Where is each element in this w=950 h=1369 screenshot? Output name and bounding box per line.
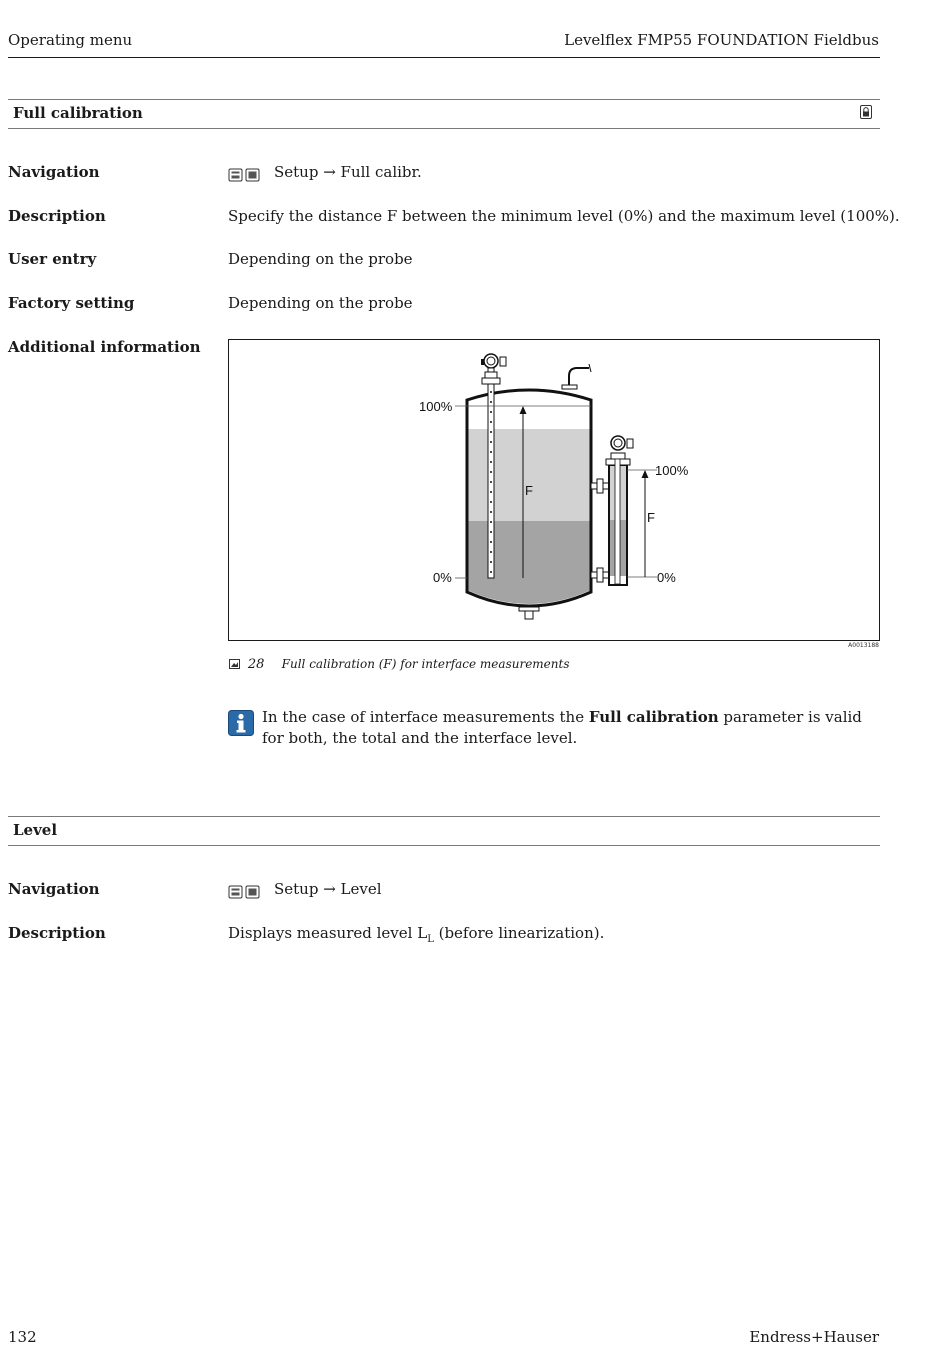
probe-segment-dot xyxy=(490,501,492,503)
footer-brand: Endress+Hauser xyxy=(749,1328,879,1346)
factory-setting-label: Factory setting xyxy=(8,294,135,312)
bypass-probe xyxy=(615,459,620,584)
info-icon xyxy=(228,710,254,736)
lock-icon xyxy=(860,105,872,119)
bypass-transmitter xyxy=(611,436,625,450)
description-label: Description xyxy=(8,207,106,225)
probe-segment-dot xyxy=(490,391,492,393)
description-text: Specify the distance F between the minimum level (0%) and the maximum level (100%). xyxy=(228,207,900,225)
figure-id: A0013188 xyxy=(848,642,879,649)
user-entry-value: Depending on the probe xyxy=(228,250,413,268)
menu-keys-icon xyxy=(228,165,260,183)
probe-segment-dot xyxy=(490,431,492,433)
navigation-label: Navigation xyxy=(8,163,100,181)
navigation-path-text: Setup → Level xyxy=(274,880,382,898)
menu-keys-icon xyxy=(228,882,260,900)
probe-segment-dot xyxy=(490,561,492,563)
probe-segment-dot xyxy=(490,401,492,403)
bypass-0-label: 0% xyxy=(657,570,676,585)
description-text-end: (before linearization). xyxy=(433,924,605,942)
figure-caption xyxy=(229,657,569,672)
description-text xyxy=(228,924,604,945)
header-rule xyxy=(8,57,880,58)
info-note-text-end: parameter is valid for both, the total and the interface level. xyxy=(262,708,862,747)
additional-info-label: Additional information xyxy=(8,338,201,356)
tank-F-label: F xyxy=(525,483,533,498)
probe-segment-dot xyxy=(490,531,492,533)
info-note-text: In the case of interface measurements the xyxy=(262,708,589,726)
tank-transmitter xyxy=(484,354,498,368)
upper-medium-layer xyxy=(467,429,591,521)
navigation-path-text: Setup → Full calibr. xyxy=(274,163,422,181)
lower-medium-layer xyxy=(467,521,591,578)
factory-setting-value: Depending on the probe xyxy=(228,294,413,312)
probe-segment-dot xyxy=(490,461,492,463)
page-number: 132 xyxy=(8,1328,37,1346)
navigation-label: Navigation xyxy=(8,880,100,898)
probe-segment-dot xyxy=(490,511,492,513)
bypass-100-label: 100% xyxy=(655,463,689,478)
section-title: Full calibration xyxy=(13,104,143,122)
user-entry-label: User entry xyxy=(8,250,97,268)
figure-icon xyxy=(229,659,240,669)
probe-segment-dot xyxy=(490,451,492,453)
probe-segment-dot xyxy=(490,491,492,493)
calibration-figure xyxy=(228,339,880,641)
running-header-right: Levelflex FMP55 FOUNDATION Fieldbus xyxy=(564,31,879,49)
probe-segment-dot xyxy=(490,481,492,483)
section-header-full-calibration xyxy=(8,99,880,129)
probe-segment-dot xyxy=(490,411,492,413)
section-title: Level xyxy=(13,821,58,839)
probe-segment-dot xyxy=(490,441,492,443)
section-header-level xyxy=(8,816,880,846)
probe-segment-dot xyxy=(490,541,492,543)
probe-segment-dot xyxy=(490,521,492,523)
info-note xyxy=(262,707,862,749)
probe-segment-dot xyxy=(490,551,492,553)
navigation-path xyxy=(228,880,382,900)
probe-segment-dot xyxy=(490,471,492,473)
tank-0-label: 0% xyxy=(433,570,452,585)
description-text-start: Displays measured level L xyxy=(228,924,428,942)
figure-caption-text: Full calibration (F) for interface measurements xyxy=(281,657,570,671)
probe-segment-dot xyxy=(490,571,492,573)
figure-number: 28 xyxy=(247,657,265,672)
tank-100-label: 100% xyxy=(419,399,453,414)
bypass-F-label: F xyxy=(647,510,655,525)
description-subscript: L xyxy=(427,934,434,945)
tank-diagram xyxy=(229,340,879,640)
navigation-path xyxy=(228,163,422,183)
probe-segment-dot xyxy=(490,421,492,423)
description-label: Description xyxy=(8,924,106,942)
running-header-left: Operating menu xyxy=(8,31,133,49)
info-note-bold: Full calibration xyxy=(588,708,719,726)
